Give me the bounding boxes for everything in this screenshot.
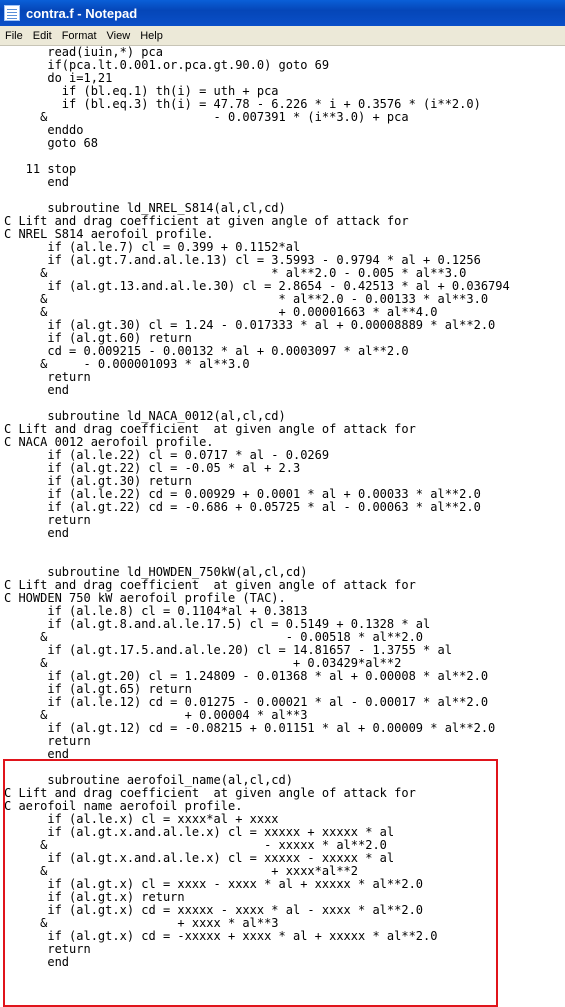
code-line: return: [4, 370, 91, 384]
code-line: read(iuin,*) pca: [4, 46, 163, 59]
code-line: C NACA 0012 aerofoil profile.: [4, 435, 214, 449]
code-line: if (al.gt.x) cd = xxxxx - xxxx * al - xxxx * al**2.0: [4, 903, 424, 917]
code-text: [0, 46, 565, 969]
code-line: if (al.gt.60) return: [4, 331, 192, 345]
code-line: subroutine aerofoil_name(al,cl,cd): [4, 773, 293, 787]
code-line: [4, 540, 565, 553]
code-line: if (al.gt.30) return: [4, 474, 192, 488]
code-line: if (al.le.22) cd = 0.00929 + 0.0001 * al + 0.00033 * al**2.0: [4, 487, 481, 501]
code-line: C Lift and drag coefficient at given angle of attack for: [4, 578, 416, 592]
code-line: & + 0.00001663 * al**4.0: [4, 305, 438, 319]
code-line: cd = 0.009215 - 0.00132 * al + 0.0003097 * al**2.0: [4, 344, 409, 358]
code-line: if (al.gt.x) cd = -xxxxx + xxxx * al + xxxxx * al**2.0: [4, 929, 438, 943]
code-line: C Lift and drag coefficient at given angle of attack for: [4, 422, 416, 436]
code-line: & - 0.000001093 * al**3.0: [4, 357, 250, 371]
menu-view[interactable]: View: [106, 29, 131, 42]
title-bar[interactable]: [0, 0, 565, 26]
code-line: C Lift and drag coefficient at given angle of attack for: [4, 214, 409, 228]
code-line: if (al.gt.x) cl = xxxx - xxxx * al + xxxxx * al**2.0: [4, 877, 424, 891]
code-line: & + xxxx*al**2: [4, 864, 359, 878]
code-line: C HOWDEN 750 kW aerofoil profile (TAC).: [4, 591, 286, 605]
code-line: if (bl.eq.3) th(i) = 47.78 - 6.226 * i + 0.3576 * (i**2.0): [4, 97, 481, 111]
code-line: end: [4, 383, 70, 397]
notepad-icon: [4, 5, 20, 21]
code-line: & * al**2.0 - 0.00133 * al**3.0: [4, 292, 489, 306]
code-line: end: [4, 175, 70, 189]
code-line: & + 0.03429*al**2: [4, 656, 402, 670]
code-line: & * al**2.0 - 0.005 * al**3.0: [4, 266, 467, 280]
code-line: if (al.gt.22) cl = -0.05 * al + 2.3: [4, 461, 301, 475]
code-line: if (al.le.x) cl = xxxx*al + xxxx: [4, 812, 279, 826]
code-line: if (al.le.12) cd = 0.01275 - 0.00021 * al - 0.00017 * al**2.0: [4, 695, 489, 709]
menu-help[interactable]: Help: [140, 29, 163, 42]
code-line: C aerofoil name aerofoil profile.: [4, 799, 243, 813]
code-line: 11 stop: [4, 162, 77, 176]
window-title: contra.f - Notepad: [26, 5, 138, 21]
code-line: do i=1,21: [4, 71, 113, 85]
code-line: & - xxxxx * al**2.0: [4, 838, 387, 852]
code-line: if (al.gt.7.and.al.le.13) cl = 3.5993 - 0.9794 * al + 0.1256: [4, 253, 481, 267]
code-line: if (al.gt.17.5.and.al.le.20) cl = 14.81657 - 1.3755 * al: [4, 643, 452, 657]
code-line: end: [4, 526, 70, 540]
code-line: subroutine ld_NREL_S814(al,cl,cd): [4, 201, 286, 215]
code-line: return: [4, 513, 91, 527]
code-line: enddo: [4, 123, 84, 137]
code-line: return: [4, 942, 91, 956]
menu-format[interactable]: Format: [61, 29, 97, 42]
code-line: if (al.gt.20) cl = 1.24809 - 0.01368 * al + 0.00008 * al**2.0: [4, 669, 489, 683]
code-line: & + xxxx * al**3: [4, 916, 279, 930]
code-line: subroutine ld_NACA_0012(al,cl,cd): [4, 409, 286, 423]
code-line: if (al.le.8) cl = 0.1104*al + 0.3813: [4, 604, 308, 618]
code-line: if (al.gt.12) cd = -0.08215 + 0.01151 * al + 0.00009 * al**2.0: [4, 721, 496, 735]
code-line: if (al.gt.13.and.al.le.30) cl = 2.8654 - 0.42513 * al + 0.036794: [4, 279, 510, 293]
code-line: if (al.gt.8.and.al.le.17.5) cl = 0.5149 + 0.1328 * al: [4, 617, 431, 631]
code-line: [4, 150, 565, 163]
code-line: if (al.gt.x) return: [4, 890, 185, 904]
code-line: if (al.gt.30) cl = 1.24 - 0.017333 * al + 0.00008889 * al**2.0: [4, 318, 496, 332]
code-line: if (al.le.7) cl = 0.399 + 0.1152*al: [4, 240, 301, 254]
code-line: if(pca.lt.0.001.or.pca.gt.90.0) goto 69: [4, 58, 330, 72]
code-line: & + 0.00004 * al**3: [4, 708, 308, 722]
menu-edit[interactable]: Edit: [32, 29, 52, 42]
code-line: subroutine ld_HOWDEN_750kW(al,cl,cd): [4, 565, 308, 579]
text-editor[interactable]: [0, 46, 565, 976]
code-line: if (bl.eq.1) th(i) = uth + pca: [4, 84, 279, 98]
code-line: if (al.gt.x.and.al.le.x) cl = xxxxx + xxxxx * al: [4, 825, 395, 839]
code-line: end: [4, 747, 70, 761]
code-line: if (al.le.22) cl = 0.0717 * al - 0.0269: [4, 448, 330, 462]
menu-file[interactable]: File: [5, 29, 23, 42]
code-line: & - 0.00518 * al**2.0: [4, 630, 424, 644]
code-line: if (al.gt.65) return: [4, 682, 192, 696]
menu-bar: [0, 26, 565, 46]
code-line: end: [4, 955, 70, 969]
code-line: C Lift and drag coefficient at given angle of attack for: [4, 786, 416, 800]
code-line: if (al.gt.x.and.al.le.x) cl = xxxxx - xxxxx * al: [4, 851, 395, 865]
code-line: return: [4, 734, 91, 748]
code-line: goto 68: [4, 136, 98, 150]
code-line: C NREL S814 aerofoil profile.: [4, 227, 214, 241]
code-line: & - 0.007391 * (i**3.0) + pca: [4, 110, 409, 124]
code-line: if (al.gt.22) cd = -0.686 + 0.05725 * al - 0.00063 * al**2.0: [4, 500, 481, 514]
